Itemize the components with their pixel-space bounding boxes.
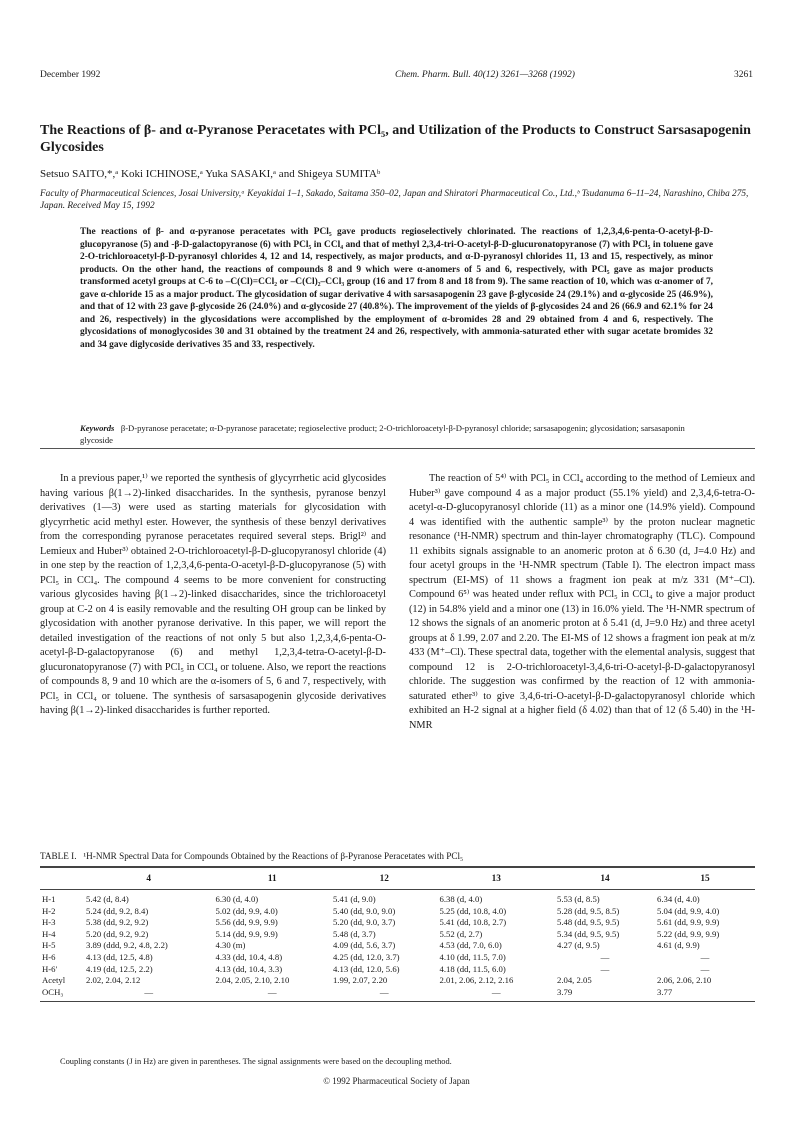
table-cell: — [438,987,555,1002]
table-cell: 4.19 (dd, 12.5, 2.2) [86,963,153,974]
row-label: H-4 [42,928,56,939]
table-cell: 5.41 (d, 9.0) [332,894,376,904]
table-row [40,890,755,906]
table-cell: 5.41 (dd, 10.8, 2.7) [439,917,507,928]
table-cell: 2.01, 2.06, 2.12, 2.16 [439,975,514,986]
body-column-left [40,472,386,719]
body-column-right [409,472,755,733]
body-paragraph: In a previous paper,¹⁾ we reported the synthesis of glycyrrhetic acid glycosides having various β(1→2)-linked disaccharides. In the synthesis, pyranose benzyl derivatives (1—3) were used as starting materials for glycosidation with glycyrrhetic acid methyl ester. However, the synthesis of these benzyl derivatives from the corresponding pyranose peracetates required several steps. Brigl²⁾ and Lemieux and Huber³⁾ obtained 2-O-trichloroacetyl-β-D-glucopyranosyl chloride (4) in one step by the reaction of 1,2,3,4,6-penta-O-acetyl-β-D-glucopyranose (5) with PCl₅ in CCl₄. The compound 4 seems to be more convenient for constructing various glycosides having β(1→2)-linked disaccharides, since the trichloroacetyl group at C-2 on 4 is easily removable and the resulting OH group can be linked by glycosidation with another pyranose derivative. In this paper, we will report the detailed investigation of the reactions of not only 5 but also 1,2,3,4,6-penta-O-acetyl-β-D-galactopyranose (6) and methyl 1,2,3,4-tetra-O-acetyl-β-D-glucuronatopyranose (7) with PCl₅ in CCl₄ or toluene. Also, we report the reactions of compounds 8, 9 and 10 which are the α-isomers of 5, 6 and 7, respectively, with PCl₅ in CCl₄ or toluene. The synthesis of sarsasapogenin glycoside derivatives having β(1→2)-linked disaccharides is further reported. [40,473,386,716]
table-cell: 5.02 (dd, 9.9, 4.0) [215,905,278,916]
table-cell: 2.04, 2.05, 2.10, 2.10 [215,975,290,986]
table-cell: 4.10 (dd, 11.5, 7.0) [439,951,506,962]
table-cell: 4.25 (dd, 12.0, 3.7) [332,951,400,962]
table-column-header: 11 [213,867,330,890]
table-footnote: Coupling constants (J in Hz) are given in parentheses. The signal assignments were based on the decoupling method. [60,1057,452,1066]
table-cell: 6.30 (d, 4.0) [215,894,259,904]
table-cell: 5.52 (d, 2.7) [439,928,483,939]
table-cell: 5.53 (d, 8.5) [556,894,600,904]
table-cell: — [213,987,330,1002]
table-column-header: 14 [555,867,655,890]
table-cell: 6.38 (d, 4.0) [439,894,483,904]
table-cell: 2.02, 2.04, 2.12 [86,975,141,986]
table-row [40,917,755,929]
table-row [40,975,755,987]
table-caption-text: ¹H-NMR Spectral Data for Compounds Obtained by the Reactions of β-Pyranose Peracetates with PCl₅ [83,851,464,861]
row-label: H-2 [42,905,56,916]
table-cell: — [700,963,710,974]
table-cell: 1.99, 2.07, 2.20 [332,975,388,986]
page-number: 3261 [734,70,753,80]
table-cell: 3.89 (ddd, 9.2, 4.8, 2.2) [86,940,168,951]
row-label: H-1 [42,894,56,904]
table-cell: 5.22 (dd, 9.9, 9.9) [656,928,720,939]
table-cell: 5.42 (d, 8.4) [86,894,129,904]
table-cell: — [331,987,438,1002]
table-cell: — [600,963,610,974]
table-row [40,906,755,918]
journal-citation: Chem. Pharm. Bull. 40(12) 3261—3268 (1992) [395,70,575,80]
table-cell: 5.04 (dd, 9.9, 4.0) [656,905,720,916]
table-cell: 6.34 (d, 4.0) [656,894,700,904]
nmr-data-table [40,866,755,1002]
table-row [40,964,755,976]
table-cell: 5.40 (dd, 9.0, 9.0) [332,905,396,916]
article-title: The Reactions of β- and α-Pyranose Peracetates with PCl₅, and Utilization of the Products to Construct Sarsasapogenin Glycosides [40,123,751,155]
table-caption [40,851,755,861]
table-cell: 5.56 (dd, 9.9, 9.9) [215,917,278,928]
row-label: H-6 [42,951,56,962]
table-cell: 4.61 (d, 9.9) [656,940,700,951]
table-cell: 4.30 (m) [215,940,246,951]
table-column-header: 12 [331,867,438,890]
table-column-header: 4 [84,867,213,890]
table-cell: 4.53 (dd, 7.0, 6.0) [439,940,502,951]
author-list: Setsuo SAITO,*,ᵃ Koki ICHINOSE,ᵃ Yuka SASAKI,ᵃ and Shigeya SUMITAᵇ [40,168,381,180]
table-cell: 5.28 (dd, 9.5, 8.5) [556,905,620,916]
table-cell: 5.20 (dd, 9.2, 9.2) [86,928,149,939]
keywords [80,422,713,446]
table-header-blank [40,867,84,890]
row-label: OCH₃ [40,987,84,1002]
row-label: H-3 [42,917,56,928]
table-row [40,929,755,941]
table-cell: 5.25 (dd, 10.8, 4.0) [439,905,507,916]
table-cell: 5.61 (dd, 9.9, 9.9) [656,917,720,928]
row-label: H-5 [42,940,56,951]
row-label: Acetyl [42,975,66,986]
table-cell: — [84,987,213,1002]
section-divider [40,448,755,449]
table-cell: 3.77 [655,987,755,1002]
table-cell: — [600,951,610,962]
table-cell: 4.09 (dd, 5.6, 3.7) [332,940,396,951]
table-cell: 4.13 (dd, 12.0, 5.6) [332,963,400,974]
copyright-notice: © 1992 Pharmaceutical Society of Japan [323,1076,470,1086]
table-cell: 5.34 (dd, 9.5, 9.5) [556,928,620,939]
table-header-row [40,867,755,890]
row-label: H-6′ [42,963,58,974]
table-cell: 5.20 (dd, 9.0, 3.7) [332,917,396,928]
table-cell: 4.18 (dd, 11.5, 6.0) [439,963,506,974]
table-cell: 5.48 (dd, 9.5, 9.5) [556,917,620,928]
table-row [40,987,755,1002]
keywords-label: Keywords [80,423,115,433]
table-cell: 4.13 (dd, 10.4, 3.3) [215,963,283,974]
table-row [40,940,755,952]
table-column-header: 13 [438,867,555,890]
table-cell: — [700,951,710,962]
table-cell: 5.14 (dd, 9.9, 9.9) [215,928,278,939]
table-cell: 4.33 (dd, 10.4, 4.8) [215,951,283,962]
table-cell: 5.48 (d, 3.7) [332,928,376,939]
table-cell: 4.27 (d, 9.5) [556,940,600,951]
table-cell: 5.24 (dd, 9.2, 8.4) [86,905,149,916]
table-cell: 2.06, 2.06, 2.10 [656,975,712,986]
keywords-text: β-D-pyranose peracetate; α-D-pyranose paracetate; regioselective product; 2-O-trichloroacetyl-β-D-pyranosyl chloride; sarsasapogenin; glycosidation; sarsasaponin glycoside [80,423,685,445]
table-column-header: 15 [655,867,755,890]
table-label: TABLE I. [40,851,77,861]
header-date: December 1992 [40,70,101,80]
table-cell: 3.79 [555,987,655,1002]
table-cell: 5.38 (dd, 9.2, 9.2) [86,917,149,928]
table-cell: 4.13 (dd, 12.5, 4.8) [86,951,153,962]
body-paragraph: The reaction of 5⁴⁾ with PCl₅ in CCl₄ according to the method of Lemieux and Huber³⁾ gave compound 4 as a major product (55.1% yield) and 2,3,4,6-tetra-O-acetyl-α-D-glucopyranosyl chloride (11) as a minor one (14.9% yield). Compound 4 was identified with the authentic sample³⁾ by the proton nuclear magnetic resonance (¹H-NMR) spectrum and thin-layer chromatography (TLC). Compound 11 exhibits signals assignable to an anomeric proton at δ 6.30 (d, J=4.0 Hz) and four acetyl groups in the ¹H-NMR spectrum (Table I). The electron impact mass spectrum (EI-MS) of 11 shows a fragment ion peak at m/z 331 (M⁺–Cl). Compound 6⁵⁾ was heated under reflux with PCl₅ in CCl₄ to give a major product (12) in 54.8% yield and a minor one (13) in 16.0% yield. The ¹H-NMR spectrum of 12 shows the signals of an anomeric proton at δ 5.41 (d, J=9.0 Hz) and three acetyl groups at δ 1.99, 2.07 and 2.20. The EI-MS of 12 shows a fragment ion peak at m/z 433 (M⁺–Cl). These spectral data, together with the elemental analysis, suggest that compound 12 is 2-O-trichloroacetyl-3,4,6-tri-O-acetyl-β-D-galactopyranosyl chloride. The suggestion was confirmed by the reaction of 12 with ammonia-saturated ether³⁾ to give 3,4,6-tri-O-acetyl-β-D-galactopyranosyl chloride which exhibited an H-2 signal at a higher field (δ 4.02) than that of 12 (δ 5.40) in the ¹H-NMR [409,473,755,731]
table-cell: 2.04, 2.05 [556,975,592,986]
affiliation: Faculty of Pharmaceutical Sciences, Josai University,ᵃ Keyakidai 1–1, Sakado, Saitama 350–02, Japan and Shiratori Pharmaceutical Co., Ltd.,ᵇ Tsudanuma 6–11–24, Narashino, Chiba 275, Japan. Received May 15, 1992 [40,189,749,211]
abstract: The reactions of β- and α-pyranose peracetates with PCl₅ gave products regioselectively chlorinated. The reactions of 1,2,3,4,6-penta-O-acetyl-β-D-glucopyranose (5) and -β-D-galactopyranose (6) with PCl₅ in CCl₄ and that of methyl 2,3,4-tri-O-acetyl-β-D-glucuronatopyranose (7) with PCl₅ in toluene gave 2-O-trichloroacetyl-β-D-pyranosyl chlorides 4, 12 and 14, respectively, as major products, and α-D-pyranosyl chlorides 11, 13 and 15, respectively, as minor products. On the other hand, the reactions of compounds 8 and 9 which were α-anomers of 5 and 6, respectively, with PCl₅ gave as major products transformed acetyl groups at C-6 to –C(Cl)=CCl₂ or –C(Cl)₂–CCl₃ group (16 and 17 from 8 and 18 from 9). The same reaction of 10, which was α-anomer of 7, gave α-chloride 15 as a major product. The glycosidation of sugar derivative 4 with sarsasapogenin 23 gave β-glycoside 24 (29.1%) and α-glycoside 25 (46.9%), and that of 12 with 23 gave β-glycoside 26 (24.0%) and α-glycoside 27 (40.8%). The improvement of the yields of β-glycosides 24 and 26 (66.9 and 62.1% for 24 and 26, respectively) in the glycosidations were accomplished by the employment of α-bromides 28 and 29 obtained from 4 and 6, respectively. The glycosidations of monoglycosides 30 and 31 obtained by the treatment 24 and 26, respectively, with ammonia-saturated ether with sugar acetate bromides 32 and 34 gave diglycoside derivatives 35 and 33, respectively. [80,227,713,350]
table-row [40,952,755,964]
